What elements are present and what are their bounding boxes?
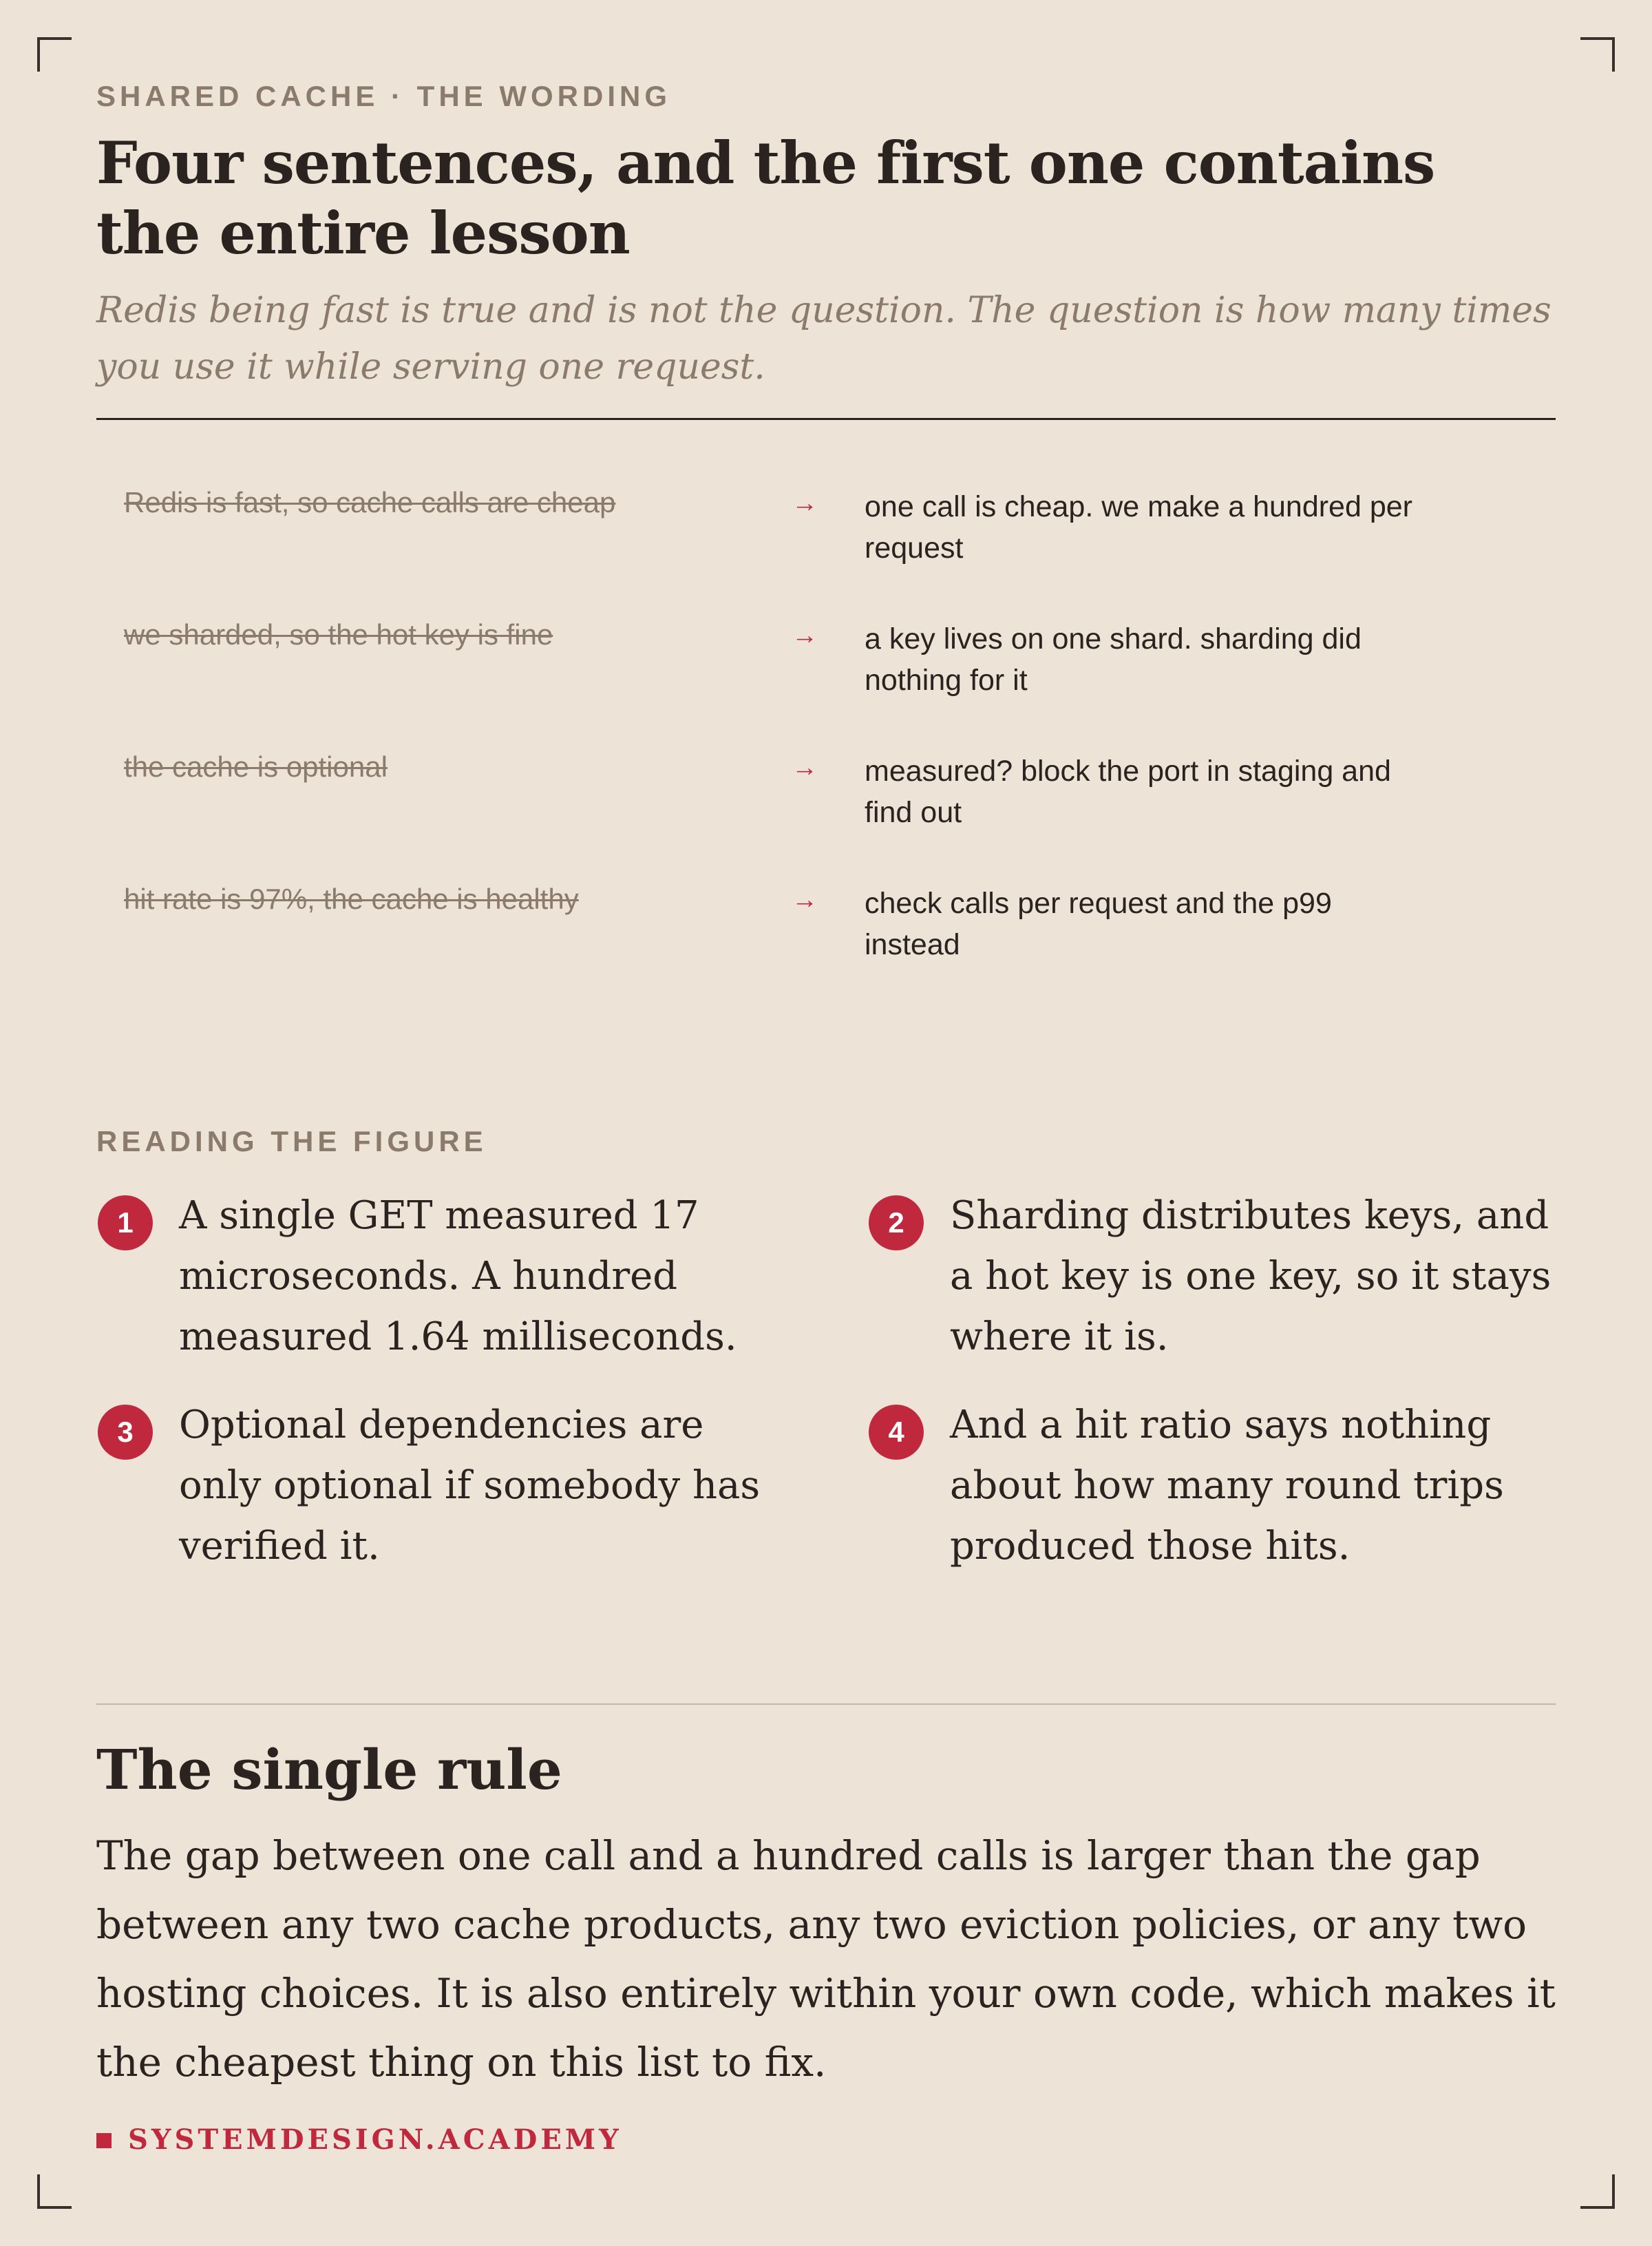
old-wording: the cache is optional: [124, 751, 388, 783]
note-number-badge: 2: [869, 1195, 924, 1250]
wording-row: [96, 746, 1556, 850]
page-title: Four sentences, and the first one contains the entire lesson: [96, 129, 1435, 267]
eyebrow: SHARED CACHE · THE WORDING: [96, 80, 671, 112]
note-text: A single GET measured 17 microseconds. A hundred measured 1.64 milliseconds.: [179, 1193, 737, 1359]
arrow-right-icon: →: [792, 753, 818, 782]
new-wording: check calls per request and the p99 instead: [865, 887, 1332, 961]
wording-row: [96, 879, 1556, 982]
header-divider: [96, 418, 1556, 420]
new-wording: measured? block the port in staging and find out: [865, 755, 1391, 829]
old-wording: we sharded, so the hot key is fine: [124, 618, 553, 651]
wording-row: [96, 482, 1556, 585]
arrow-right-icon: →: [792, 885, 818, 914]
brand-square-icon: [96, 2133, 112, 2148]
note-text: Optional dependencies are only optional if somebody has verified it.: [179, 1403, 761, 1568]
corner-mark-bottom-left: [37, 2174, 72, 2209]
old-wording: Redis is fast, so cache calls are cheap: [124, 486, 616, 518]
corner-mark-bottom-right: [1580, 2174, 1615, 2209]
section-divider: [96, 1703, 1556, 1705]
note-text: And a hit ratio says nothing about how many round trips produced those hits.: [950, 1403, 1504, 1568]
old-wording: hit rate is 97%, the cache is healthy: [124, 883, 579, 915]
wording-row: [96, 614, 1556, 717]
arrow-right-icon: →: [792, 621, 818, 650]
note-number-badge: 1: [98, 1195, 153, 1250]
section-label: READING THE FIGURE: [96, 1125, 487, 1157]
rule-body: The gap between one call and a hundred calls is larger than the gap between any two cache products, any two eviction policies, or any two hosting choices. It is also entirely within your own code, which makes it the cheapest thing on this list to fix.: [96, 1832, 1556, 2086]
corner-mark-top-left: [37, 37, 72, 72]
new-wording: a key lives on one shard. sharding did nothing for it: [865, 622, 1362, 697]
arrow-right-icon: →: [792, 489, 818, 518]
note-number-badge: 3: [98, 1405, 153, 1460]
subtitle: Redis being fast is true and is not the question. The question is how many times you use it while serving one request.: [96, 290, 1552, 388]
note-text: Sharding distributes keys, and a hot key is one key, so it stays where it is.: [950, 1193, 1552, 1359]
rule-heading: The single rule: [96, 1737, 562, 1802]
brand-name: SYSTEMDESIGN.ACADEMY: [128, 2123, 622, 2156]
new-wording: one call is cheap. we make a hundred per request: [865, 490, 1412, 565]
corner-mark-top-right: [1580, 37, 1615, 72]
note-number-badge: 4: [869, 1405, 924, 1460]
